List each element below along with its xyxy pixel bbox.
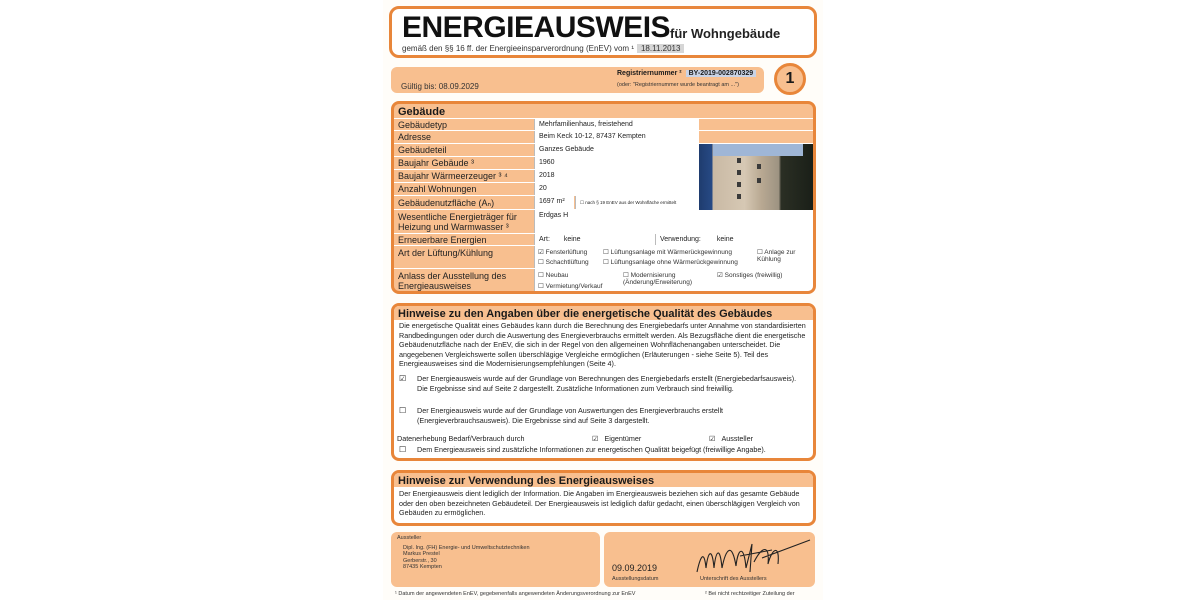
checkbox-icon: ☐ (757, 249, 763, 256)
data-collection-label: Datenerhebung Bedarf/Verbrauch durch (397, 434, 525, 443)
row-value: Ganzes Gebäude (534, 144, 699, 156)
row-value: Erdgas H (534, 210, 813, 233)
renewables-value (534, 234, 813, 245)
floor-area-checkbox[interactable]: ☐ nach § 19 EnEV aus der Wohnfläche ermittelt (575, 196, 699, 209)
row-ventilation (394, 245, 813, 268)
row-value: Beim Keck 10-12, 87437 Kempten (534, 131, 699, 143)
renewables-art-label: Art: (539, 236, 550, 243)
checkbox-icon: ☐ (603, 259, 609, 266)
valid-until: Gültig bis: 08.09.2029 (401, 82, 479, 91)
row-label: Wesentliche Energieträger für Heizung und Warmwasser ³ (398, 212, 517, 232)
usage-section (391, 470, 816, 526)
renewables-art-value: keine (563, 236, 581, 243)
checkbox-icon: ☐ (538, 272, 544, 279)
header-box (389, 6, 817, 58)
row-label: Gebäudetyp (398, 120, 448, 130)
issue-date: 09.09.2019 (612, 563, 658, 573)
ventilation-window[interactable] (538, 249, 587, 256)
photo-window (757, 164, 761, 169)
renewables-use-value: keine (716, 236, 734, 243)
checkbox-icon: ☐ (538, 259, 544, 266)
occasion-new-build[interactable] (538, 272, 568, 279)
hints-section (391, 303, 816, 461)
option-consumption-certificate[interactable] (399, 406, 809, 426)
row-label: Art der Lüftung/Kühlung (398, 248, 494, 258)
registration-note: (oder: "Registriernummer wurde beantragt am ...") (617, 82, 739, 88)
option-label: Fensterlüftung (545, 249, 588, 256)
occasion-modernisation[interactable] (623, 272, 713, 286)
option-label: Lüftungsanlage ohne Wärmerückgewinnung (610, 259, 738, 266)
page-number-badge: 1 (774, 63, 806, 95)
ventilation-no-recovery[interactable] (603, 259, 738, 266)
row-value: 1960 (534, 157, 699, 169)
checkbox-icon: ☐ (538, 283, 544, 290)
option-text: Der Energieausweis wurde auf der Grundlage von Auswertungen des Energieverbrauchs erstellt (Energieverbrauchsausweis). Die Ergebnisse sind auf Seite 3 dargestellt. (417, 406, 724, 425)
registration-line (617, 70, 756, 77)
ventilation-shaft[interactable] (538, 259, 589, 266)
option-label: Lüftungsanlage mit Wärmerückgewinnung (610, 249, 733, 256)
row-renewables (394, 233, 813, 245)
energy-certificate-page (383, 0, 823, 600)
row-label: Adresse (398, 132, 432, 142)
enev-date: 18.11.2013 (637, 44, 684, 53)
checkbox-checked-icon: ☑ (538, 249, 544, 256)
row-value: Mehrfamilienhaus, freistehend (534, 119, 699, 130)
occasion-other[interactable] (717, 272, 782, 279)
usage-section-title: Hinweise zur Verwendung des Energieausweises (394, 473, 813, 487)
row-label: Baujahr Gebäude ³ (398, 158, 475, 168)
checkbox-icon: ☐ (399, 406, 407, 415)
checkbox-checked-icon: ☑ (717, 272, 723, 279)
signature-icon (692, 538, 812, 578)
row-label: Gebäudenutzfläche (Aₙ) (398, 198, 495, 208)
signature-label: Unterschrift des Ausstellers (700, 576, 767, 582)
option-attachment[interactable] (399, 445, 809, 455)
data-by-owner[interactable] (592, 434, 641, 444)
option-label: Schachtlüftung (545, 259, 589, 266)
checkbox-checked-icon: ☑ (592, 434, 599, 443)
issuer-box (391, 532, 600, 587)
ventilation-options (534, 246, 813, 268)
photo-window (737, 182, 741, 187)
row-label: Baujahr Wärmeerzeuger ³ ⁴ (398, 171, 508, 181)
data-collection-row (399, 434, 809, 444)
registration-number: BY-2019-002870329 (686, 70, 757, 77)
row-value: 2018 (534, 170, 699, 182)
hints-intro: Die energetische Qualität eines Gebäudes kann durch die Berechnung des Energiebedarfs unter Annahme von standardisierten Randbedingungen oder durch die Auswertung des Energieverbrauchs ermittelt werden. Als Bezugsfläche dient die energetische Gebäudenutzfläche nach der EnEV, die sich in der Regel von den allgemeinen Wohnflächenangaben unterscheidet. Die angegebenen Vergleichswerte sollen überschlägige Vergleiche ermöglichen (Erläuterungen - siehe Seite 5). Teil des Energieausweises sind die Modernisierungsempfehlungen (Seite 4). (394, 320, 813, 369)
renewables-use (655, 234, 738, 245)
occasion-rent-sale[interactable] (538, 283, 602, 290)
option-label: Sonstiges (freiwillig) (724, 272, 783, 279)
row-energy-carrier (394, 209, 813, 233)
row-label: Erneuerbare Energien (398, 235, 487, 245)
option-label: Vermietung/Verkauf (545, 283, 603, 290)
row-address (394, 130, 813, 143)
occasion-options (534, 269, 813, 292)
row-value: 1697 m² (534, 196, 574, 209)
checkbox-icon: ☐ (603, 249, 609, 256)
row-occasion (394, 268, 813, 292)
ventilation-heat-recovery[interactable] (603, 249, 732, 256)
photo-window (737, 158, 741, 163)
issuer-label: Aussteller (397, 535, 422, 541)
building-photo (699, 144, 813, 210)
registration-box (391, 67, 764, 93)
option-label: Aussteller (721, 434, 754, 443)
hints-section-title: Hinweise zu den Angaben über die energetische Qualität des Gebäudes (394, 306, 813, 320)
row-building-type (394, 118, 813, 130)
issuer-address (403, 545, 530, 570)
document-subtitle: für Wohngebäude (670, 26, 781, 41)
issuer-line: Markus Prestel (403, 551, 440, 558)
signature-box (604, 532, 815, 587)
option-label: Eigentümer (604, 434, 642, 443)
row-value: 20 (534, 183, 699, 195)
photo-sky (713, 144, 803, 156)
row-label: Anlass der Ausstellung des Energieausweises (398, 271, 507, 291)
option-text: Dem Energieausweis sind zusätzliche Informationen zur energetischen Qualität beigefügt (freiwillige Angabe). (417, 445, 766, 454)
checkbox-icon: ☐ (623, 272, 629, 279)
footnote-1: ¹ Datum der angewendeten EnEV, gegebenenfalls angewendeten Änderungsverordnung zur EnEV (395, 591, 636, 597)
registration-label: Registriernummer ² (617, 70, 682, 77)
data-by-issuer[interactable] (709, 434, 753, 444)
issuer-line: Gerberstr., 30 (403, 557, 437, 564)
renewables-use-label: Verwendung: (660, 236, 701, 243)
row-label: Gebäudeteil (398, 145, 447, 155)
enev-text: gemäß den §§ 16 ff. der Energieeinsparverordnung (EnEV) vom ¹ (402, 44, 634, 53)
checkbox-checked-icon: ☑ (399, 374, 407, 383)
issuer-line: Dipl. Ing. (FH) Energie- und Umweltschutztechniken (403, 545, 530, 551)
building-section (391, 101, 816, 294)
option-label: Anlage zur Kühlung (757, 249, 796, 263)
option-label: Neubau (545, 272, 569, 279)
photo-window (757, 178, 761, 183)
option-demand-certificate[interactable] (399, 374, 809, 403)
building-section-title: Gebäude (398, 106, 446, 118)
option-label: Modernisierung (Änderung/Erweiterung) (623, 272, 693, 286)
photo-window (737, 194, 741, 199)
issue-date-label: Ausstellungsdatum (612, 576, 659, 582)
checkbox-checked-icon: ☑ (709, 434, 716, 443)
checkbox-icon: ☐ (399, 445, 407, 454)
photo-window (737, 170, 741, 175)
footnote-2: ² Bei nicht rechtzeitiger Zuteilung der (705, 591, 795, 597)
document-title: ENERGIEAUSWEIS (402, 11, 671, 44)
row-label: Anzahl Wohnungen (398, 184, 477, 194)
option-text: Der Energieausweis wurde auf der Grundlage von Berechnungen des Energiebedarfs erstellt (Energiebedarfsausweis). Die Ergebnisse sind auf Seite 2 dargestellt. Zusätzliche Informationen zum Verbrauch sind freiwillig. (417, 374, 797, 393)
ventilation-cooling[interactable] (757, 249, 813, 263)
enev-reference (402, 44, 684, 53)
issuer-line: 87435 Kempten (403, 563, 442, 570)
usage-text: Der Energieausweis dient lediglich der Information. Die Angaben im Energieausweis beziehen sich auf das gesamte Gebäude oder den oben bezeichneten Gebäudeteil. Der Energieausweis ist lediglich dafür gedacht, einen überschlägigen Vergleich von Gebäuden zu ermöglichen. (399, 489, 800, 517)
